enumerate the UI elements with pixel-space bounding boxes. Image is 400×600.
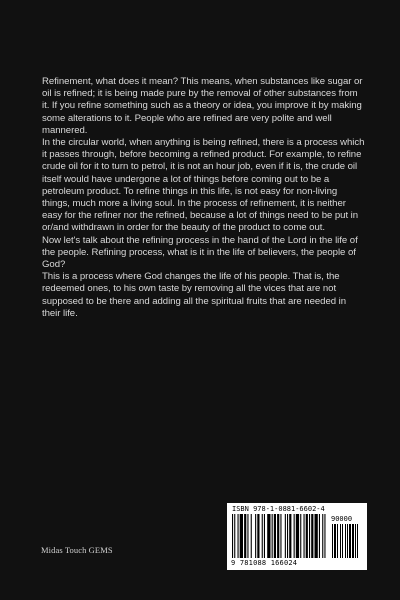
isbn-barcode-box [227,503,367,570]
blurb-paragraph-3: Now let's talk about the refining process in the hand of the Lord in the life of the people. Refining process, what is it in the life of believers, the people of God? [42,234,358,271]
barcode-digits: 9 781088 166024 [231,559,298,567]
blurb-paragraph-4: This is a process where God changes the life of his people. That is, the redeemed ones, to his own taste by removing all the vices that are not supposed to be there and adding all the spiritual fruits that are needed in their life. [42,271,346,319]
blurb-paragraph-1: Refinement, what does it mean? This means, when substances like sugar or oil is refined; it is being made pure by the removal of other substances from it. If you refine something such as a theory or idea, you improve it by making some alterations to it. People who are refined are very polite and well mannered. [42,76,363,136]
back-cover-blurb [42,76,367,320]
barcode-addon-price-code: 90000 [331,515,353,523]
blurb-paragraph-2: In the circular world, when anything is being refined, there is a process which it passes through, before becoming a refined product. For example, to refine crude oil for it to turn to petrol, it is not an hour job, even if it is, the crude oil itself would have undergone a lot of things before coming out to be a petroleum product. To refine things in this life, is not easy for non-living things, much more a living soul. In the process of refinement, it is neither easy for the refiner nor the refined, because a lot of things need to be put in or/and withdrawn in order for the beauty of the product to come out. [42,137,365,234]
publisher-name: Midas Touch GEMS [41,545,113,555]
isbn-label: ISBN 978-1-0881-6602-4 [232,505,325,513]
